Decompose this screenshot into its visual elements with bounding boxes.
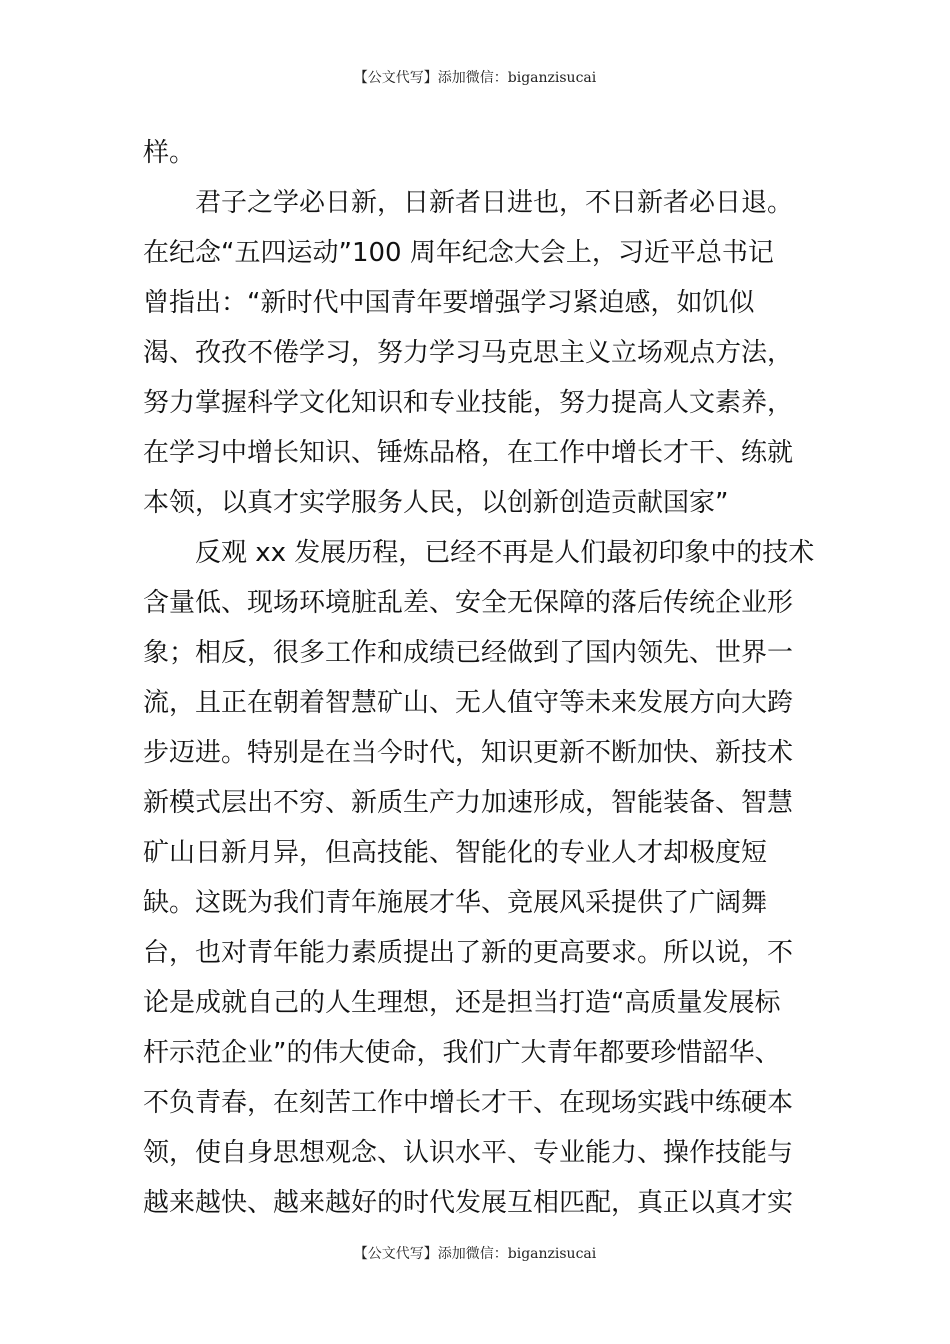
page-header: 【公文代写】添加微信：biganzisucai xyxy=(353,70,597,86)
body-line: 曾指出：“新时代中国青年要增强学习紧迫感，如饥似 xyxy=(143,288,755,318)
body-line: 流，且正在朝着智慧矿山、无人值守等未来发展方向大跨 xyxy=(143,688,794,718)
body-line: 论是成就自己的人生理想，还是担当打造“高质量发展标 xyxy=(143,988,781,1018)
body-line: 缺。这既为我们青年施展才华、竞展风采提供了广阔舞 xyxy=(143,888,768,918)
body-line: 含量低、现场环境脏乱差、安全无保障的落后传统企业形 xyxy=(143,588,794,618)
page-footer: 【公文代写】添加微信：biganzisucai xyxy=(353,1246,597,1262)
body-line: 君子之学必日新，日新者日进也，不日新者必日退。 xyxy=(195,188,794,218)
body-line: 新模式层出不穷、新质生产力加速形成，智能装备、智慧 xyxy=(143,788,794,818)
body-line: 步迈进。特别是在当今时代，知识更新不断加快、新技术 xyxy=(143,738,794,768)
body-line: 在学习中增长知识、锤炼品格，在工作中增长才干、练就 xyxy=(143,438,794,468)
body-line: 台，也对青年能力素质提出了新的更高要求。所以说，不 xyxy=(143,938,794,968)
body-line: 不负青春，在刻苦工作中增长才干、在现场实践中练硬本 xyxy=(143,1088,794,1118)
body-line: 努力掌握科学文化知识和专业技能，努力提高人文素养， xyxy=(143,388,794,418)
body-line: 矿山日新月异，但高技能、智能化的专业人才却极度短 xyxy=(143,838,768,868)
body-line: 在纪念“五四运动”100 周年纪念大会上，习近平总书记 xyxy=(143,238,774,268)
body-line: 渴、孜孜不倦学习，努力学习马克思主义立场观点方法， xyxy=(143,338,794,368)
body-line: 象；相反，很多工作和成绩已经做到了国内领先、世界一 xyxy=(143,638,794,668)
body-line: 杆示范企业”的伟大使命，我们广大青年都要珍惜韶华、 xyxy=(143,1038,781,1068)
body-line: 样。 xyxy=(143,138,196,168)
body-line: 本领，以真才实学服务人民，以创新创造贡献国家” xyxy=(143,488,729,518)
document-body xyxy=(143,128,813,1228)
body-line: 反观 xx 发展历程，已经不再是人们最初印象中的技术 xyxy=(195,538,815,568)
body-line: 领，使自身思想观念、认识水平、专业能力、操作技能与 xyxy=(143,1138,794,1168)
body-line: 越来越快、越来越好的时代发展互相匹配，真正以真才实 xyxy=(143,1188,794,1218)
